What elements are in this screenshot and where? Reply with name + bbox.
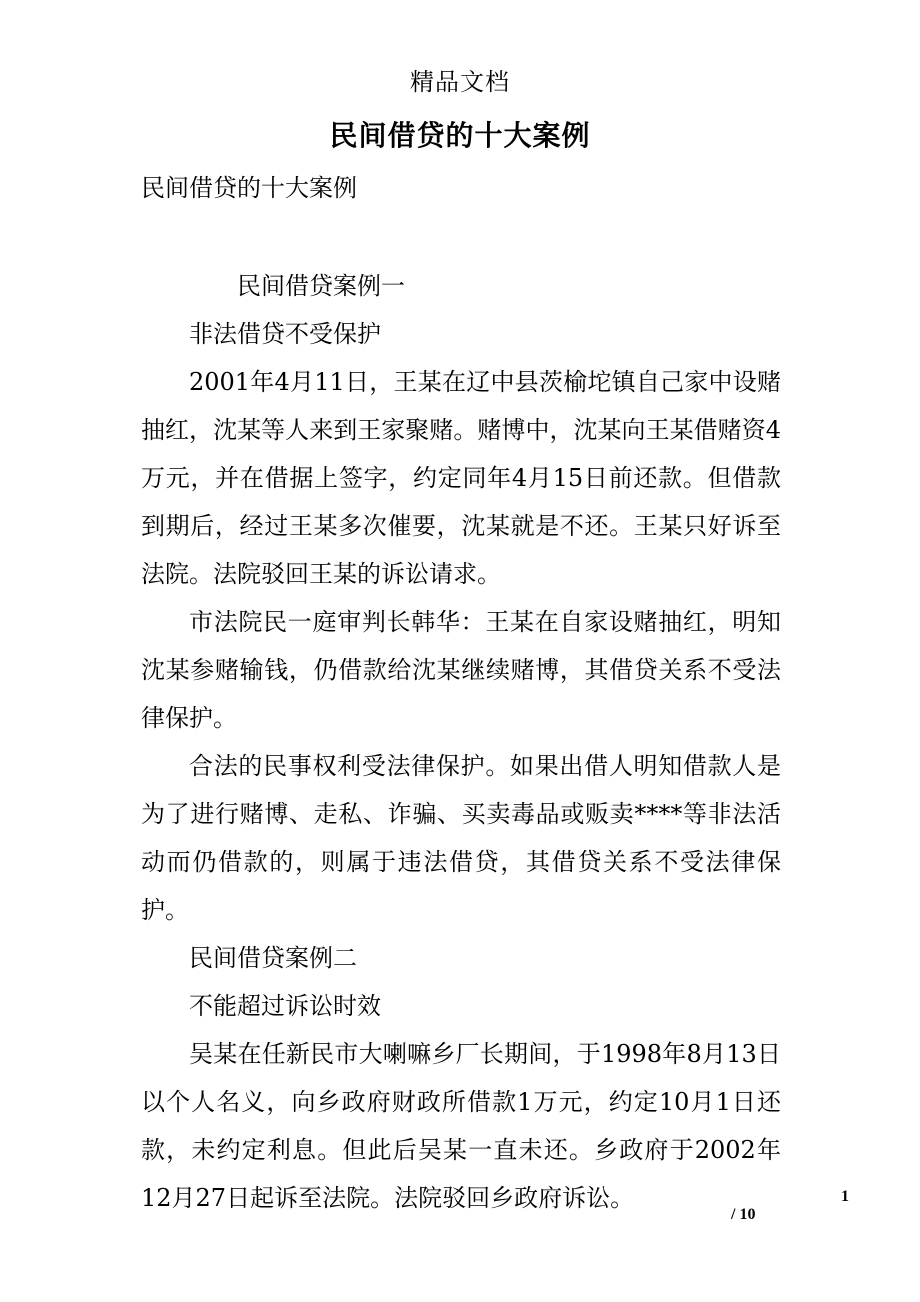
document-subtitle: 民间借贷的十大案例 xyxy=(141,174,357,202)
page-total: / 10 xyxy=(731,1206,756,1223)
document-body xyxy=(141,262,781,1222)
page-header: 精品文档 xyxy=(410,68,510,96)
case-subheading: 非法借贷不受保护 xyxy=(189,320,381,348)
case-subheading: 不能超过诉讼时效 xyxy=(189,992,381,1020)
case-paragraph: 合法的民事权利受法律保护。如果出借人明知借款人是为了进行赌博、走私、诈骗、买卖毒品或贩卖****等非法活动而仍借款的，则属于违法借贷，其借贷关系不受法律保护。 xyxy=(141,752,781,924)
case-heading: 民间借贷案例二 xyxy=(189,944,357,972)
document-title: 民间借贷的十大案例 xyxy=(329,119,591,152)
page-number: 1 xyxy=(841,1188,849,1205)
case-heading: 民间借贷案例一 xyxy=(237,272,405,300)
case-paragraph: 吴某在任新民市大喇嘛乡厂长期间，于1998年8月13日以个人名义，向乡政府财政所借款1万元，约定10月1日还款，未约定利息。但此后吴某一直未还。乡政府于2002年12月27日起诉至法院。法院驳回乡政府诉讼。 xyxy=(141,1040,781,1212)
case-paragraph: 2001年4月11日，王某在辽中县茨榆坨镇自己家中设赌抽红，沈某等人来到王家聚赌。赌博中，沈某向王某借赌资4万元，并在借据上签字，约定同年4月15日前还款。但借款到期后，经过王某多次催要，沈某就是不还。王某只好诉至法院。法院驳回王某的诉讼请求。 xyxy=(141,368,781,588)
case-paragraph: 市法院民一庭审判长韩华：王某在自家设赌抽红，明知沈某参赌输钱，仍借款给沈某继续赌博，其借贷关系不受法律保护。 xyxy=(141,608,781,732)
